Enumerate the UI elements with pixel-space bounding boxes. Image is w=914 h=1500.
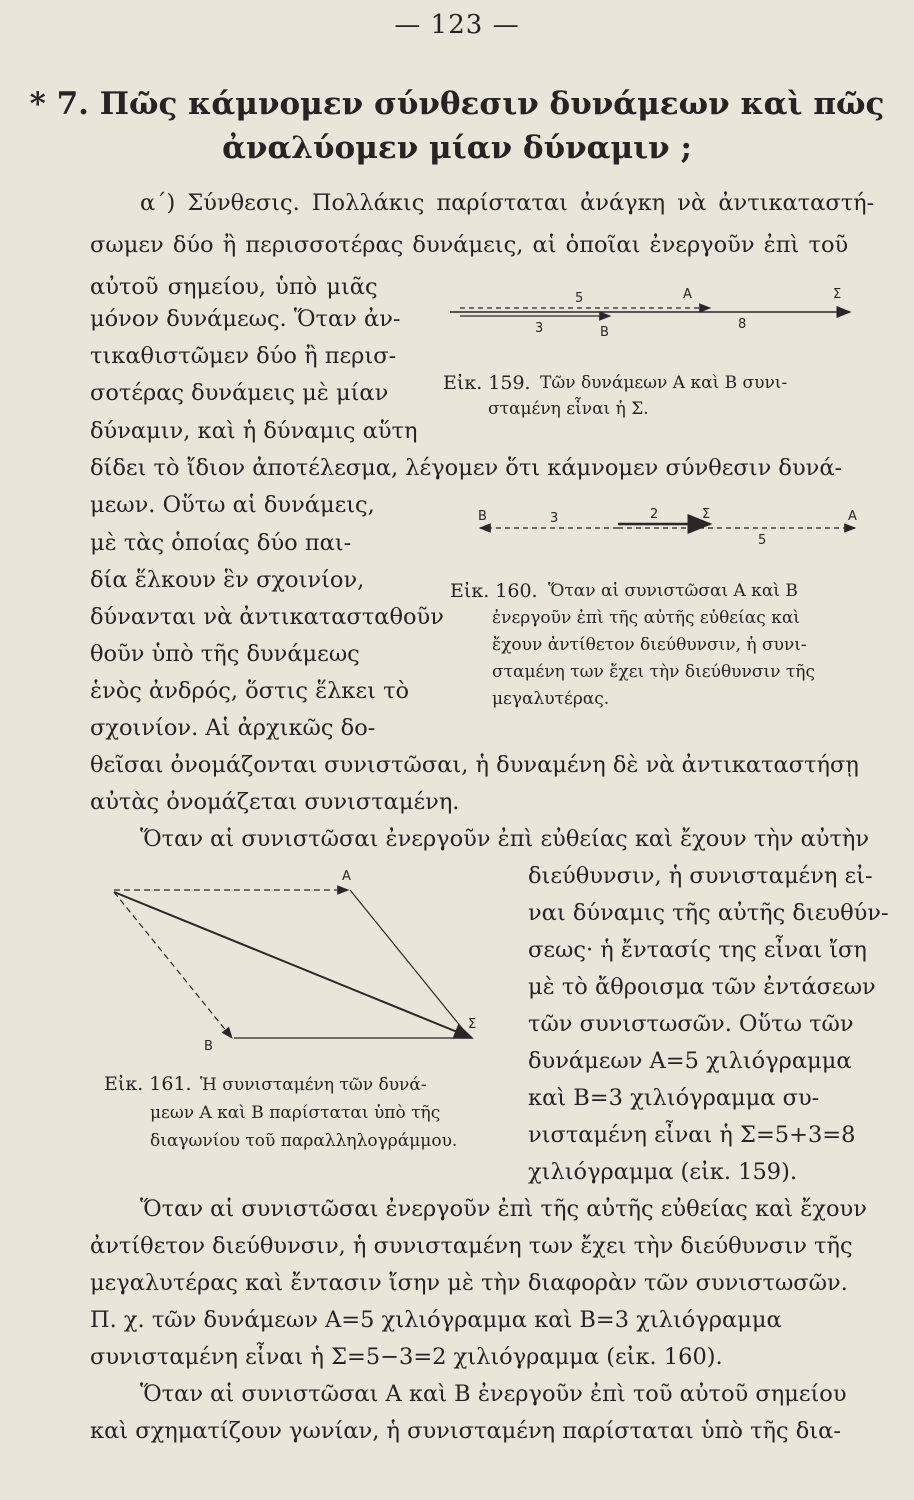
label-b: B: [204, 1039, 213, 1054]
figure-159-diagram: [440, 278, 860, 338]
page-number: — 123 —: [394, 10, 520, 40]
text-line: δίδει τὸ ἴδιον ἀποτέλεσμα, λέγομεν ὅτι κάμνομεν σύνθεσιν δυνά-: [90, 455, 843, 481]
label-sigma: Σ: [833, 287, 842, 302]
text-line: σωμεν δύο ἢ περισσοτέρας δυνάμεις, αἱ ὁποῖαι ἐνεργοῦν ἐπὶ τοῦ: [90, 232, 849, 258]
text-line: Ὅταν αἱ συνιστῶσαι ἐνεργοῦν ἐπὶ τῆς αὐτῆς εὐθείας καὶ ἔχουν: [140, 1196, 867, 1222]
label-a: A: [342, 869, 351, 884]
text-line: Ὅταν αἱ συνιστῶσαι ἐνεργοῦν ἐπὶ εὐθείας καὶ ἔχουν τὴν αὐτὴν: [140, 826, 870, 852]
text-line: Π. χ. τῶν δυνάμεων Α=5 χιλιόγραμμα καὶ Β=3 χιλιόγραμμα: [90, 1307, 782, 1333]
text-line: καὶ σχηματίζουν γωνίαν, ἡ συνισταμένη παρίσταται ὑπὸ τῆς δια-: [90, 1418, 841, 1444]
text-line: συνισταμένη εἶναι ἡ Σ=5−3=2 χιλιόγραμμα (εἰκ. 160).: [90, 1344, 723, 1370]
text-line: θοῦν ὑπὸ τῆς δυνάμεως: [90, 641, 360, 667]
resultant-diagonal-arrow: [114, 892, 472, 1038]
label-8: 8: [738, 317, 747, 332]
figure-160-caption-line: μεγαλυτέρας.: [492, 689, 610, 709]
figure-160-diagram: [470, 500, 870, 560]
text-line: μεγαλυτέρας καὶ ἔντασιν ἴσην μὲ τὴν διαφορὰν τῶν συνιστωσῶν.: [90, 1270, 848, 1296]
label-5: 5: [758, 533, 767, 548]
text-line: μεων. Οὕτω αἱ δυνάμεις,: [90, 492, 375, 518]
text-line: σεως· ἡ ἔντασίς της εἶναι ἴση: [528, 937, 867, 963]
figure-160-caption-line: ἐνεργοῦν ἐπὶ τῆς αὐτῆς εὐθείας καὶ: [492, 608, 800, 628]
text-line: ἀντίθετον διεύθυνσιν, ἡ συνισταμένη των ἔχει τὴν διεύθυνσιν τῆς: [90, 1233, 853, 1259]
text-line: δία ἕλκουν ἓν σχοινίον,: [90, 567, 365, 593]
text-line: μόνον δυνάμεως. Ὅταν ἀν-: [90, 306, 401, 332]
label-sigma: Σ: [468, 1017, 477, 1032]
figure-160-label: Εἰκ. 160.: [450, 580, 538, 602]
text-line: δύναμιν, καὶ ἡ δύναμις αὕτη: [90, 418, 418, 444]
text-line: α΄) Σύνθεσις. Πολλάκις παρίσταται ἀνάγκη νὰ ἀντικαταστή-: [140, 190, 875, 216]
force-b-arrow: [114, 892, 232, 1038]
text-line: τῶν συνιστωσῶν. Οὕτω τῶν: [528, 1011, 854, 1037]
figure-159-caption-line-2: σταμένη εἶναι ἡ Σ.: [488, 399, 649, 419]
text-line: ἑνὸς ἀνδρός, ὅστις ἕλκει τὸ: [90, 678, 410, 704]
figure-161-caption-line: διαγωνίου τοῦ παραλληλογράμμου.: [150, 1131, 458, 1151]
label-3: 3: [550, 511, 559, 526]
text-line: διεύθυνσιν, ἡ συνισταμένη εἰ-: [528, 863, 873, 889]
figure-160-caption-line: Ὅταν αἱ συνιστῶσαι Α καὶ Β: [548, 581, 798, 601]
text-line: σοτέρας δυνάμεις μὲ μίαν: [90, 380, 389, 406]
text-line: αὐτὰς ὀνομάζεται συνισταμένη.: [90, 789, 460, 815]
text-line: καὶ Β=3 χιλιόγραμμα συ-: [528, 1085, 820, 1111]
section-heading-line-1: * 7. Πῶς κάμνομεν σύνθεσιν δυνάμεων καὶ πῶς: [29, 86, 885, 122]
text-line: τικαθιστῶμεν δύο ἢ περισ-: [90, 343, 397, 369]
label-3: 3: [535, 321, 544, 336]
figure-161-caption-line: μεων Α καὶ Β παρίσταται ὑπὸ τῆς: [150, 1103, 441, 1123]
label-5: 5: [575, 291, 584, 306]
figure-160-caption-line: σταμένη των ἔχει τὴν διεύθυνσιν τῆς: [492, 662, 815, 682]
text-line: μὲ τὸ ἄθροισμα τῶν ἐντάσεων: [528, 974, 876, 1000]
figure-160-caption-line: ἔχουν ἀντίθετον διεύθυνσιν, ἡ συνι-: [492, 635, 807, 655]
text-line: δυνάμεων Α=5 χιλιόγραμμα: [528, 1048, 852, 1074]
label-a: A: [683, 287, 692, 302]
text-line: νισταμένη εἶναι ἡ Σ=5+3=8: [528, 1122, 856, 1148]
text-line: αὐτοῦ σημείου, ὑπὸ μιᾶς: [90, 274, 378, 300]
figure-159-caption-line-1: Τῶν δυνάμεων Α καὶ Β συνι-: [540, 373, 788, 393]
text-line: δύνανται νὰ ἀντικατασταθοῦν: [90, 604, 444, 630]
text-line: θεῖσαι ὀνομάζονται συνιστῶσαι, ἡ δυναμένη δὲ νὰ ἀντικαταστήσῃ: [90, 752, 859, 778]
parallelogram-side: [350, 890, 470, 1038]
figure-161-label: Εἰκ. 161.: [104, 1073, 192, 1095]
figure-159-label: Εἰκ. 159.: [443, 372, 531, 394]
text-line: χιλιόγραμμα (εἰκ. 159).: [528, 1159, 798, 1185]
label-2: 2: [650, 507, 659, 522]
label-b: B: [478, 509, 487, 524]
label-sigma: Σ: [702, 507, 711, 522]
text-line: μὲ τὰς ὁποίας δύο παι-: [90, 530, 352, 556]
label-a: A: [848, 509, 857, 524]
text-line: Ὅταν αἱ συνιστῶσαι Α καὶ Β ἐνεργοῦν ἐπὶ τοῦ αὐτοῦ σημείου: [140, 1381, 847, 1407]
label-b: B: [600, 325, 609, 338]
text-line: ναι δύναμις τῆς αὐτῆς διευθύν-: [528, 900, 889, 926]
section-heading-line-2: ἀναλύομεν μίαν δύναμιν ;: [222, 130, 692, 166]
figure-161-diagram: [100, 860, 490, 1060]
figure-161-caption-line: Ἡ συνισταμένη τῶν δυνά-: [200, 1075, 427, 1095]
text-line: σχοινίον. Αἱ ἀρχικῶς δο-: [90, 715, 376, 741]
